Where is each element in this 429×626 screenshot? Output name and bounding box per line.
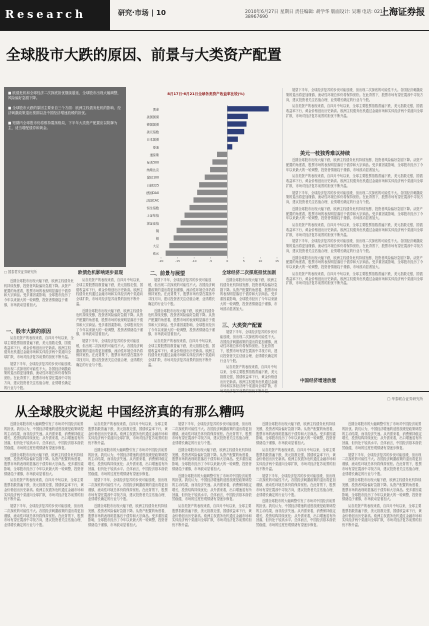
category-label: 道琼斯 bbox=[149, 152, 159, 157]
section-heading: 美元一枝独秀难以持续 bbox=[300, 151, 351, 157]
column-1-text bbox=[4, 279, 74, 327]
category-label: 富时100 bbox=[146, 175, 159, 180]
body-paragraph: 近期全球股市出现大幅下跌，欧洲主权债务危机持续发酵，投资者风险偏好急剧下降。从资产配置的角度看，股票市场的表现明显落后于债券和大宗商品。受多重因素影响，全球股市经历了今年以来最大的一轮调整，投资者情绪趋于谨慎，市场波动显著加大。 bbox=[286, 158, 424, 172]
bar bbox=[212, 159, 227, 164]
body-paragraph: 展望下半年，全球经济复苏的步伐可能放缓，但出现二次探底的可能性不大。各国经济刺激政策的退出将更加谨慎，流动性环境总体仍将保持宽松。在此背景下，股票市场有望在震荡中寻找方向，建议投资者关注估值合理、业绩增长确定的行业与个股。 bbox=[172, 422, 252, 445]
body-paragraph: 展望下半年，全球经济复苏的步伐可能放缓，但出现二次探底的可能性不大。各国经济刺激政策的退出将更加谨慎，流动性环境总体仍将保持宽松。在此背景下，股票市场有望在震荡中寻找方向，建议投资者关注估值合理、业绩增长确定的行业与个股。 bbox=[88, 478, 168, 502]
right-column-text bbox=[286, 158, 424, 386]
article-2-column bbox=[256, 422, 338, 622]
body-paragraph: 展望下半年，全球经济复苏的步伐可能放缓，但出现二次探底的可能性不大。各国经济刺激政策的退出将更加谨慎，流动性环境总体仍将保持宽松。在此背景下，股票市场有望在震荡中寻找方向，建议投资者关注估值合理、业绩增长确定的行业与个股。 bbox=[256, 473, 336, 497]
article-2-column bbox=[4, 422, 84, 622]
category-label: 深证成指 bbox=[146, 221, 159, 226]
category-label: 大豆 bbox=[152, 244, 159, 249]
category-label: 美元指数 bbox=[146, 130, 159, 135]
category-label: 日经225 bbox=[146, 183, 159, 188]
body-paragraph: 从各类资产的表现来看，自四月中旬以来，全球主要股票指数普遍下跌，美元指数走强，国债收益率下行，黄金价格创出历史新高。欧洲主权债务危机通过金融市场和实体经济两个渠道向全球扩散，市场对经济复苏前景的担忧不断升温。 bbox=[172, 504, 252, 527]
column-1-text bbox=[4, 336, 74, 388]
body-paragraph: 从各类资产的表现来看，自四月中旬以来，全球主要股票指数普遍下跌，美元指数走强，国债收益率下行，黄金价格创出历史新高。欧洲主权债务危机通过金融市场和实体经济两个渠道向全球扩散，市场对经济复苏前景的担忧不断升温。 bbox=[286, 271, 424, 286]
article-2-byline: □ 华泰联合证券研究所 bbox=[387, 397, 423, 401]
bar bbox=[197, 190, 227, 195]
bar bbox=[227, 137, 238, 142]
x-tick-label: 15 bbox=[275, 259, 279, 263]
section-heading: 二、前景与展望 bbox=[150, 271, 186, 277]
column-3-text bbox=[148, 278, 216, 388]
category-label: 德国DAX bbox=[146, 190, 159, 195]
body-paragraph: 从各类资产的表现来看，自四月中旬以来，全球主要股票指数普遍下跌，美元指数走强，国债收益率下行，黄金价格创出历史新高。欧洲主权债务危机通过金融市场和实体经济两个渠道向全球扩散，市场对经济复苏前景的担忧不断升温。 bbox=[4, 478, 84, 502]
body-paragraph: 从各类资产的表现来看，自四月中旬以来，全球主要股票指数普遍下跌，美元指数走强，国债收益率下行，黄金价格创出历史新高。欧洲主权债务危机通过金融市场和实体经济两个渠道向全球扩散，市场对经济复苏前景的担忧不断升温。 bbox=[76, 278, 143, 306]
category-label: 欧元 bbox=[152, 251, 159, 256]
lead-paragraph: ■ 欧债危机和全球经济二次探底担忧继续蔓延，全球股市出现大幅调整，风险偏好急剧下降。 bbox=[8, 91, 121, 101]
column-2-text bbox=[76, 278, 144, 388]
body-paragraph: 近期全球股市出现大幅下跌，欧洲主权债务危机持续发酵，投资者风险偏好急剧下降。从资产配置的角度看，股票市场的表现明显落后于债券和大宗商品。受多重因素影响，全球股市经历了今年以来最大的一轮调整，投资者情绪趋于谨慎，市场波动显著加大。 bbox=[286, 255, 424, 269]
category-label: 黄金 bbox=[152, 107, 159, 112]
x-tick-label: -20 bbox=[158, 259, 164, 263]
x-tick-label: 10 bbox=[258, 259, 263, 263]
bar bbox=[169, 243, 227, 248]
category-label: 铜 bbox=[155, 228, 159, 233]
header-rule bbox=[0, 30, 429, 31]
category-label: 上证综指 bbox=[146, 213, 159, 218]
bar bbox=[166, 251, 228, 256]
category-label: 原油 bbox=[152, 145, 159, 150]
x-tick-label: -10 bbox=[191, 259, 197, 263]
x-tick-label: -15 bbox=[175, 259, 181, 263]
section-heading: 一、股市大跌的原因 bbox=[6, 329, 52, 335]
body-paragraph: 从各类资产的表现来看，自四月中旬以来，全球主要股票指数普遍下跌，美元指数走强，国债收益率下行，黄金价格创出历史新高。欧洲主权债务危机通过金融市场和实体经济两个渠道向全球扩散，市场对经济复苏前景的担忧不断升温。 bbox=[286, 174, 424, 188]
body-paragraph: 从各类资产的表现来看，自四月中旬以来，全球主要股票指数普遍下跌，美元指数走强，国债收益率下行，黄金价格创出历史新高。欧洲主权债务危机通过金融市场和实体经济两个渠道向全球扩散，市场对经济复苏前景的担忧不断升温。 bbox=[148, 339, 215, 367]
body-paragraph: 近期全球股市出现大幅下跌，欧洲主权债务危机持续发酵，投资者风险偏好急剧下降。从资产配置的角度看，股票市场的表现明显落后于债券和大宗商品。受多重因素影响，全球股市经历了今年以来最大的一轮调整，投资者情绪趋于谨慎，市场波动显著加大。 bbox=[76, 308, 143, 337]
body-paragraph: 近期全球股市出现大幅下跌，欧洲主权债务危机持续发酵，投资者风险偏好急剧下降。从资产配置的角度看，股票市场的表现明显落后于债券和大宗商品。受多重因素影响，全球股市经历了今年以来最大的一轮调整，投资者情绪趋于谨慎，市场波动显著加大。 bbox=[220, 278, 278, 311]
article-2-column bbox=[172, 422, 252, 622]
masthead bbox=[0, 0, 429, 30]
body-paragraph: 展望下半年，全球经济复苏的步伐可能放缓，但出现二次探底的可能性不大。各国经济刺激政策的退出将更加谨慎，流动性环境总体仍将保持宽松。在此背景下，股票市场有望在震荡中寻找方向，建议投资者关注估值合理、业绩增长确定的行业与个股。 bbox=[342, 452, 422, 476]
body-paragraph: 展望下半年，全球经济复苏的步伐可能放缓，但出现二次探底的可能性不大。各国经济刺激政策的退出将更加谨慎，流动性环境总体仍将保持宽松。在此背景下，股票市场有望在震荡中寻找方向，建议投资者关注估值合理、业绩增长确定的行业与个股。 bbox=[286, 239, 424, 253]
body-paragraph: 近期全球股市的大幅调整引发了市场对中国经济前景的担忧。我们认为，中国经济增速的适度放缓是政策调控的主动结果，而非经济失速。从内需来看，消费保持稳定增长，投资结构持续优化；从外需来看，出口增速虽有所回落，但仍处于较高水平。总体而言，中国经济基本面依然稳健，市场的过度悲观情绪有望逐步修复。 bbox=[256, 499, 336, 527]
body-paragraph: 近期全球股市的大幅调整引发了市场对中国经济前景的担忧。我们认为，中国经济增速的适度放缓是政策调控的主动结果，而非经济失速。从内需来看，消费保持稳定增长，投资结构持续优化；从外需来看，出口增速虽有所回落，但仍处于较高水平。总体而言，中国经济基本面依然稳健，市场的过度悲观情绪有望逐步修复。 bbox=[342, 422, 422, 450]
bar bbox=[227, 144, 232, 149]
brand-en: Research bbox=[0, 0, 110, 30]
body-paragraph: 从各类资产的表现来看，自四月中旬以来，全球主要股票指数普遍下跌，美元指数走强，国债收益率下行，黄金价格创出历史新高。欧洲主权债务危机通过金融市场和实体经济两个渠道向全球扩散，市场对经济复苏前景的担忧不断升温。 bbox=[286, 223, 424, 237]
x-tick-label: 0 bbox=[226, 259, 229, 263]
body-paragraph: 从各类资产的表现来看，自四月中旬以来，全球主要股票指数普遍下跌，美元指数走强，国债收益率下行，黄金价格创出历史新高。欧洲主权债务危机通过金融市场和实体经济两个渠道向全球扩散，市场对经济复苏前景的担忧不断升温。 bbox=[342, 504, 422, 527]
body-paragraph: 展望下半年，全球经济复苏的步伐可能放缓，但出现二次探底的可能性不大。各国经济刺激政策的退出将更加谨慎，流动性环境总体仍将保持宽松。在此背景下，股票市场有望在震荡中寻找方向，建议投资者关注估值合理、业绩增长确定的行业与个股。 bbox=[76, 339, 143, 367]
bar bbox=[190, 205, 228, 210]
category-label: 德国国债 bbox=[146, 122, 159, 127]
body-paragraph: 近期全球股市出现大幅下跌，欧洲主权债务危机持续发酵，投资者风险偏好急剧下降。从资产配置的角度看，股票市场的表现明显落后于债券和大宗商品。受多重因素影响，全球股市经历了今年以来最大的一轮调整，投资者情绪趋于谨慎，市场波动显著加大。 bbox=[342, 478, 422, 502]
bar bbox=[227, 114, 248, 119]
body-paragraph: 展望下半年，全球经济复苏的步伐可能放缓，但出现二次探底的可能性不大。各国经济刺激政策的退出将更加谨慎，流动性环境总体仍将保持宽松。在此背景下，股票市场有望在震荡中寻找方向，建议投资者关注估值合理、业绩增长确定的行业与个股。 bbox=[286, 88, 424, 102]
body-paragraph: 近期全球股市出现大幅下跌，欧洲主权债务危机持续发酵，投资者风险偏好急剧下降。从资产配置的角度看，股票市场的表现明显落后于债券和大宗商品。受多重因素影响，全球股市经历了今年以来最大的一轮调整，投资者情绪趋于谨慎，市场波动显著加大。 bbox=[148, 308, 215, 337]
category-label: 标普500 bbox=[146, 160, 159, 165]
body-paragraph: 从各类资产的表现来看，自四月中旬以来，全球主要股票指数普遍下跌，美元指数走强，国债收益率下行，黄金价格创出历史新高。欧洲主权债务危机通过金融市场和实体经济两个渠道向全球扩散，市 bbox=[220, 365, 278, 389]
byline: □ 国泰君安证券研究所 bbox=[4, 270, 37, 274]
body-paragraph: 从各类资产的表现来看，自四月中旬以来，全球主要股票指数普遍下跌，美元指数走强，国债收益率下行，黄金价格创出历史新高。欧洲主权债务危机通过金融市场和实体经济两个渠道向全球扩散，市场对经济复苏前景的担忧不断升温。 bbox=[88, 422, 168, 445]
category-label: 日本国债 bbox=[146, 137, 159, 142]
body-paragraph: 近期全球股市出现大幅下跌，欧洲主权债务危机持续发酵，投资者风险偏好急剧下降。从资产配置的角度看，股票市场的表现明显落后于债券和大宗商品。受多重因素影响，全球股市经历了今年以来最大的一轮调整，投资者情绪趋于谨慎，市场波动显著加大。 bbox=[4, 452, 84, 476]
category-label: 美国国债 bbox=[146, 114, 159, 119]
body-paragraph: 近期全球股市的大幅调整引发了市场对中国经济前景的担忧。我们认为，中国经济增速的适度放缓是政策调控的主动结果，而非经济失速。从内需来看，消费保持稳定增长，投资结构持续优化；从外需来看，出口增速虽有所回落，但仍处于较高水平。总体而言，中国经济基本面依然稳健，市场的过度悲观情绪有望逐步修复。 bbox=[172, 473, 252, 502]
right-column-text bbox=[286, 88, 424, 148]
body-paragraph: 展望下半年，全球经济复苏的步伐可能放缓，但出现二次探底的可能性不大。各国经济刺激政策的退出将更加谨慎，流动性环境总体仍将保持宽松。在此背景下，股票市场有望在震荡中寻找方向，建议投资者关注估值合理、业绩增长确定的行业与个股。 bbox=[220, 330, 278, 363]
newspaper-logo: 上海证券报 bbox=[379, 8, 425, 18]
body-paragraph: 近期全球股市出现大幅下跌，欧洲主权债务危机持续发酵，投资者风险偏好急剧下降。从资产配置的角度看，股票市场的表现明显落后于债券和大宗商品。受多重因素影响，全球股市经历了今年以来最大的一轮调整，投资者情绪趋于谨慎，市场波动显著加大。 bbox=[4, 279, 74, 307]
body-paragraph: 近期全球股市出现大幅下跌，欧洲主权债务危机持续发酵，投资者风险偏好急剧下降。从资产配置的角度看，股票市场的表现明显落后于债券和大宗商品。受多重因素影响，全球股市经历了今年以来最大的一轮调整，投资者情绪趋于谨慎，市场波动显著加大。 bbox=[256, 422, 336, 445]
section-subheading: 全球经济二次探底担忧加剧 bbox=[222, 271, 276, 276]
lead-paragraph: ■ 全球股市大跌的原因主要来自三个方面：欧洲主权债务危机的影响、经济刺激政策退出预期以及中国经济增速放缓的担忧。 bbox=[8, 105, 121, 116]
body-paragraph: 从各类资产的表现来看，自四月中旬以来，全球主要股票指数普遍下跌，美元指数走强，国债收益率下行，黄金价格创出历史新高。欧洲主权债务危机通过金融市场和实体经济两个渠道向全球扩散，市场对经济复苏前景的担忧不断升温。 bbox=[4, 336, 74, 359]
article-divider bbox=[0, 391, 429, 392]
category-label: 纳斯达克 bbox=[146, 168, 159, 173]
bar bbox=[227, 129, 244, 134]
body-paragraph: 近期全球股市出现大幅下跌，欧洲主权债务危机持续发酵，投资者风险偏好急剧下降。从资产配置的角度看，股票市场的表现明显落后于债券和大宗商品。受多重因素影响，全球股市经历了今年以来最大的一轮调整，投资者情绪趋于谨慎，市场波动显著加大。 bbox=[286, 206, 424, 221]
column-4-text bbox=[220, 330, 280, 388]
lead-summary-box bbox=[4, 87, 126, 267]
bar bbox=[193, 197, 227, 202]
body-paragraph: 近期全球股市出现大幅下跌，欧洲主权债务危机持续发酵，投资者风险偏好急剧下降。从资产配置的角度看，股票市场的表现明显落后于债券和大宗商品。受多重因素影响，全球股市经历了今年以来最大的一轮调整，投资者情绪趋于谨慎，市场波动显著加大。 bbox=[172, 447, 252, 471]
body-paragraph: 展望下半年，全球经济复苏的步伐可能放缓，但出现二次探底的可能性不大。各国经济刺激政策的退出将更加谨慎，流动性环境总体仍将保持宽松。在此背景下，股票市场有望在震荡中寻找方向，建议投资者关注估值合理、业绩增长确定的行业与个股。 bbox=[148, 278, 215, 306]
article-2-column bbox=[88, 422, 168, 622]
bar bbox=[227, 121, 246, 126]
page-title: 全球股市大跌的原因、前景与大类资产配置 bbox=[6, 47, 282, 64]
body-paragraph: 从各类资产的表现来看，自四月中旬以来，全球主要股票指数普遍下跌，美元指数走强，国债收益率下行，黄金价格创出历史新高。欧洲主权债务危机通过金融市场和实体经济两个渠道向全球扩散，市场对经济复苏前景的担忧不断升温。 bbox=[286, 104, 424, 118]
article-2-title: 从全球股灾说起 中国经济真的有那么糟吗 bbox=[15, 404, 245, 419]
bar bbox=[217, 152, 227, 157]
chart-title: 8月17日-6月21日全球各类资产收益率比较(%) bbox=[167, 92, 245, 96]
body-paragraph: 展望下半年，全球经济复苏的步伐可能放缓，但出现二次探底的可能性不大。各国经济刺激政策的退出将更加谨慎，流动性环境总体仍将保持宽松。在此背景下，股票市场有望在震荡中寻找方向，建议投资者关注估值合理、业绩增长确定的行业与个股。 bbox=[286, 190, 424, 204]
section-subheading: 欧债危机影响逐步显现 bbox=[78, 271, 123, 276]
body-paragraph: 近期全球股市的大幅调整引发了市场对中国经济前景的担忧。我们认为，中国经济增速的适度放缓是政策调控的主动结果，而非经济失速。从内需来看，消费保持稳定增长，投资结构持续优化；从外需来看，出口增速虽有所回落，但仍处于较高水平。总体而言，中国经济基本面依然稳健，市场的过度悲观情绪有望逐步修复。 bbox=[4, 422, 84, 450]
section-label: 研究·市场 | 10 bbox=[118, 9, 166, 17]
section-heading: 三、大类资产配置 bbox=[222, 323, 263, 329]
bar bbox=[199, 182, 227, 187]
column-4-text bbox=[220, 278, 280, 320]
body-paragraph: 近期全球股市的大幅调整引发了市场对中国经济前景的担忧。我们认为，中国经济增速的适度放缓是政策调控的主动结果，而非经济失速。从内需来看，消费保持稳定增长，投资结构持续优化；从外需来看，出口增速虽有所回落，但仍处于较高水平。总体而言，中国经济基本面依然稳健，市场的过度悲观情绪有望逐步修复。 bbox=[88, 447, 168, 476]
bar bbox=[185, 213, 228, 218]
lead-paragraph: ■ 短期内全球股市仍将维持震荡格局，下半年大类资产配置应以防御为主，适当增配债券和黄金。 bbox=[8, 120, 118, 131]
category-label: 法国CAC bbox=[146, 198, 159, 203]
bar bbox=[174, 235, 228, 240]
category-label: 铝 bbox=[155, 236, 159, 241]
section-subheading: 中国经济增速放缓 bbox=[300, 379, 336, 384]
bar bbox=[210, 167, 227, 172]
body-paragraph: 近期全球股市出现大幅下跌，欧洲主权债务危机持续发酵，投资者风险偏好急剧下降。从资产配置的角度看，股票市场的表现明显落后于债券和大宗商品。受多重因素影响，全球股市经历了今年以来最大的一轮调整，投资者情绪趋于谨慎，市场波动显著加大。 bbox=[88, 504, 168, 527]
edition-info: 2010年6月27日 星期日 责任编辑: 胡学华 版面设计: 吴珊 电话: 021-38967690 bbox=[245, 10, 385, 20]
body-paragraph: 展望下半年，全球经济复苏的步伐可能放缓，但出现二次探底的可能性不大。各国经济刺激政策的退出将更加谨慎，流动性环境总体仍将保持宽松。在此背景下，股票市场有望在震荡中寻找方向，建议投资者关注估值合理、业绩增长确定的行业与个股。 bbox=[4, 504, 84, 527]
asset-returns-chart bbox=[131, 92, 281, 267]
body-paragraph: 从各类资产的表现来看，自四月中旬以来，全球主要股票指数普遍下跌，美元指数走强，国债收益率下行，黄金价格创出历史新高。欧洲主权债务危机通过金融市场和实体经济两个渠道向全球扩散，市场对经济复苏前景的担忧不断升温。 bbox=[256, 447, 336, 471]
bar bbox=[227, 106, 268, 111]
body-paragraph: 展望下半年，全球经济复苏的步伐可能放缓，但出现二次探底的可能性不大。各国经济刺激政策的退出将更加谨慎，流动性环境总体仍将保持宽松。在此背景下，股票市场有望在震荡中寻找方向，建议投资者关注估值合理、业绩增长确定的行业与个股。 bbox=[4, 361, 74, 390]
bar bbox=[177, 228, 228, 233]
x-tick-label: -5 bbox=[209, 259, 213, 263]
x-tick-label: 5 bbox=[242, 259, 245, 263]
category-label: 恒生指数 bbox=[146, 206, 159, 211]
bar bbox=[205, 175, 228, 180]
article-2-column bbox=[342, 422, 424, 622]
chart-canvas bbox=[131, 99, 281, 267]
column-divider bbox=[282, 88, 283, 388]
bar bbox=[181, 220, 228, 225]
